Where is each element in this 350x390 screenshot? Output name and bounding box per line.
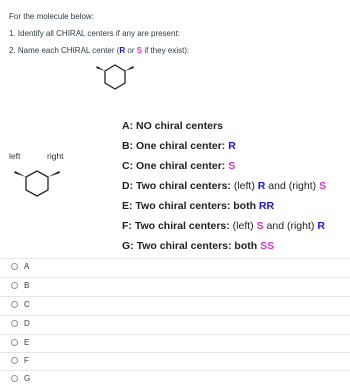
answer-g-text: G: Two chiral centers: both	[122, 240, 261, 252]
answer-b	[122, 140, 236, 152]
answer-e-text: E: Two chiral centers: both	[122, 200, 259, 212]
item2-r: R	[119, 46, 126, 55]
answer-a: A: NO chiral centers	[122, 120, 223, 132]
answer-b-r: R	[228, 140, 236, 152]
answer-d-s: S	[319, 180, 327, 192]
answer-g	[122, 240, 274, 252]
wedge-left	[14, 171, 26, 177]
molecule-diagram	[90, 58, 140, 94]
answer-f-right: (right)	[286, 220, 315, 232]
radio-button[interactable]	[11, 339, 18, 346]
label-right: right	[47, 151, 64, 161]
radio-button[interactable]	[11, 357, 18, 364]
wedge-right	[48, 171, 60, 177]
option-b[interactable]	[0, 277, 350, 297]
answer-d	[122, 180, 326, 192]
wedge-right	[125, 66, 134, 71]
answer-f-and: and	[266, 220, 285, 232]
answer-d-left: (left)	[233, 180, 255, 192]
item2-s: S	[136, 46, 143, 55]
answer-e-rr: RR	[258, 200, 275, 212]
radio-button[interactable]	[11, 375, 18, 382]
cyclohexane-ring	[105, 65, 125, 89]
cyclohexane-ring	[26, 171, 48, 196]
answer-f-text: F: Two chiral centers:	[122, 220, 233, 232]
radio-button[interactable]	[11, 263, 18, 270]
answer-f-r: R	[317, 220, 325, 232]
label-left: left	[9, 151, 21, 161]
answer-e	[122, 200, 274, 212]
option-g[interactable]	[0, 370, 350, 390]
answer-c-text: C: One chiral center:	[122, 160, 229, 172]
question-intro: For the molecule below:	[9, 12, 94, 21]
answer-d-text: D: Two chiral centers:	[122, 180, 234, 192]
answer-f-s: S	[256, 220, 264, 232]
answer-g-ss: SS	[260, 240, 275, 252]
radio-button[interactable]	[11, 282, 18, 289]
question-item-1: 1. Identify all CHIRAL centers if any are present:	[9, 29, 180, 38]
option-label: B	[24, 281, 30, 290]
option-e[interactable]	[0, 334, 350, 354]
question-item-2	[9, 46, 189, 55]
answer-c-s: S	[228, 160, 236, 172]
option-label: G	[24, 374, 31, 383]
item2-or: or	[125, 46, 137, 55]
option-c[interactable]	[0, 296, 350, 316]
answer-d-right: (right)	[288, 180, 317, 192]
option-label: C	[24, 300, 30, 309]
wedge-left	[96, 66, 105, 71]
answer-d-and: and	[268, 180, 286, 192]
option-label: E	[24, 338, 30, 347]
answer-d-r: R	[257, 180, 266, 192]
molecule-diagram-labeled	[10, 160, 70, 226]
answer-f-left: (left)	[232, 220, 254, 232]
item2-suffix: if they exist):	[142, 46, 190, 55]
radio-button[interactable]	[11, 301, 18, 308]
answer-f	[122, 220, 325, 232]
radio-button[interactable]	[11, 320, 18, 327]
answer-b-text: B: One chiral center:	[122, 140, 229, 152]
option-label: F	[24, 356, 29, 365]
option-f[interactable]	[0, 352, 350, 372]
item2-prefix: 2. Name each CHIRAL center (	[9, 46, 120, 55]
option-a[interactable]	[0, 258, 350, 278]
option-label: A	[24, 262, 30, 271]
option-label: D	[24, 319, 30, 328]
answer-c	[122, 160, 235, 172]
option-d[interactable]	[0, 315, 350, 335]
